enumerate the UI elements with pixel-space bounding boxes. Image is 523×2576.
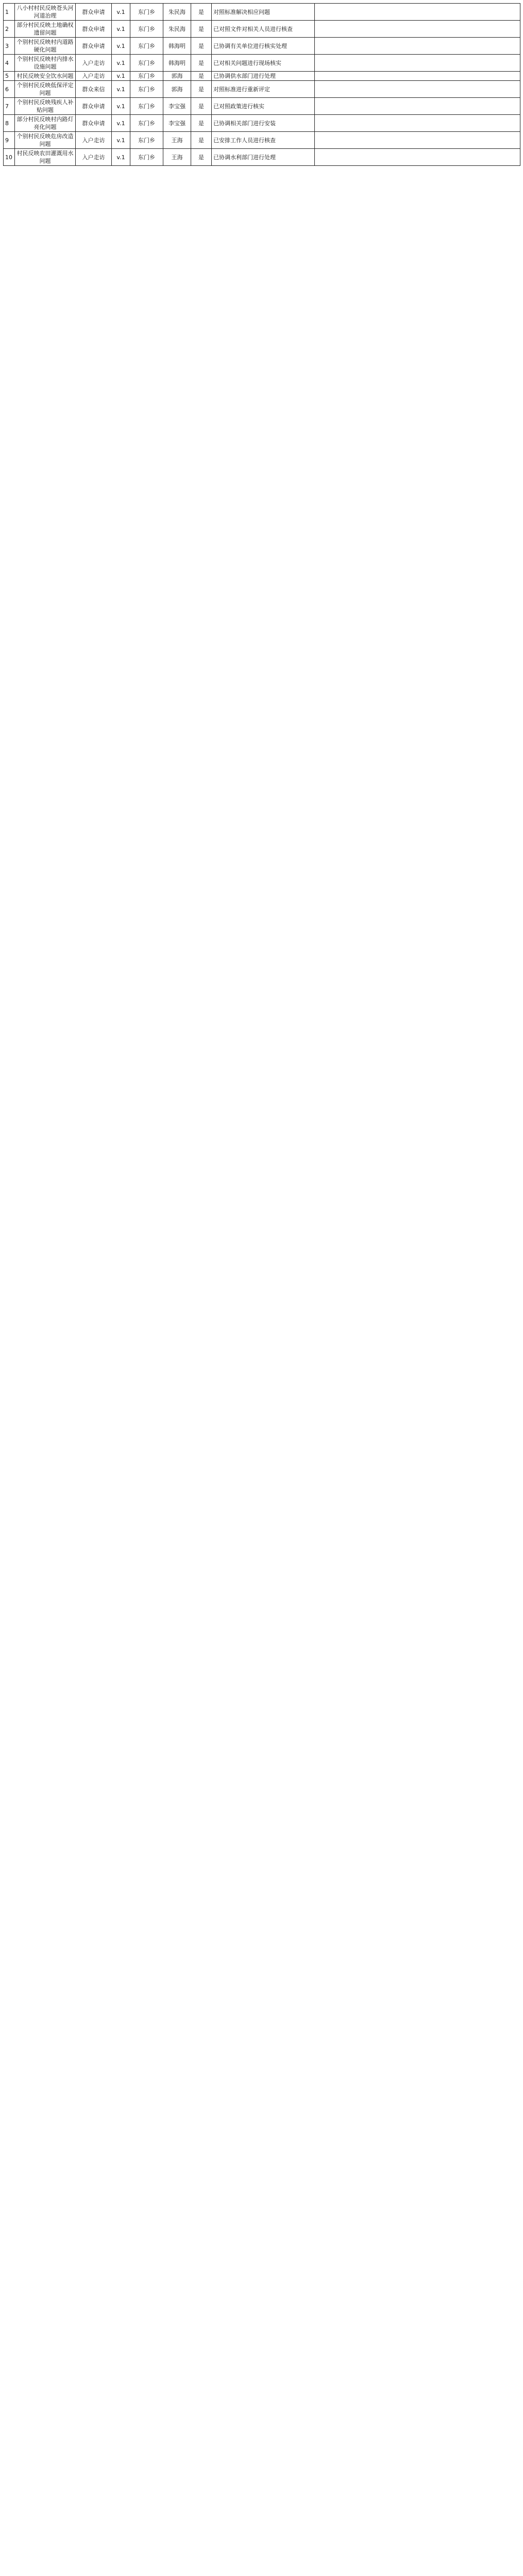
measure-cell: 已对照文件对相关人员进行核查 (212, 21, 315, 38)
version-cell: v.1 (112, 38, 130, 55)
person-cell: 韩海明 (163, 38, 191, 55)
ledger-document (3, 3, 520, 166)
table-row (4, 38, 520, 55)
table-row (4, 4, 520, 21)
table-row (4, 55, 520, 72)
person-cell: 郭海 (163, 72, 191, 81)
table-row (4, 132, 520, 149)
category-cell: 群众申请 (76, 115, 112, 132)
version-cell: v.1 (112, 132, 130, 149)
group-cell: 东门乡 (130, 55, 163, 72)
problem-cell: 村民反映安全饮水问题 (15, 72, 76, 81)
flag-cell: 是 (191, 81, 212, 98)
category-cell: 入户走访 (76, 72, 112, 81)
version-cell: v.1 (112, 21, 130, 38)
version-cell: v.1 (112, 98, 130, 115)
person-cell: 韩海明 (163, 55, 191, 72)
row-number: 4 (4, 55, 15, 72)
measure-cell: 已协调供水部门进行处理 (212, 72, 315, 81)
row-number: 1 (4, 4, 15, 21)
flag-cell: 是 (191, 55, 212, 72)
category-cell: 入户走访 (76, 149, 112, 166)
version-cell: v.1 (112, 115, 130, 132)
group-cell: 东门乡 (130, 115, 163, 132)
flag-cell: 是 (191, 98, 212, 115)
problem-cell: 个别村民反映残疾人补贴问题 (15, 98, 76, 115)
category-cell: 入户走访 (76, 55, 112, 72)
group-cell: 东门乡 (130, 4, 163, 21)
group-cell: 东门乡 (130, 72, 163, 81)
table-row (4, 149, 520, 166)
table-row (4, 21, 520, 38)
table-row (4, 72, 520, 81)
group-cell: 东门乡 (130, 81, 163, 98)
result-cell (315, 98, 520, 115)
group-cell: 东门乡 (130, 132, 163, 149)
version-cell: v.1 (112, 81, 130, 98)
measure-cell: 已对相关问题进行现场核实 (212, 55, 315, 72)
result-cell (315, 55, 520, 72)
category-cell: 入户走访 (76, 132, 112, 149)
measure-cell: 已协调相关部门进行安装 (212, 115, 315, 132)
category-cell: 群众申请 (76, 21, 112, 38)
row-number: 2 (4, 21, 15, 38)
table-row (4, 115, 520, 132)
flag-cell: 是 (191, 21, 212, 38)
measure-cell: 已协调有关单位进行核实处理 (212, 38, 315, 55)
person-cell: 朱民海 (163, 21, 191, 38)
problem-cell: 部分村民反映土地确权遗留问题 (15, 21, 76, 38)
result-cell (315, 115, 520, 132)
problem-cell: 部分村民反映村内路灯亮化问题 (15, 115, 76, 132)
measure-cell: 已对照政策进行核实 (212, 98, 315, 115)
person-cell: 朱民海 (163, 4, 191, 21)
result-cell (315, 72, 520, 81)
problem-cell: 村民反映农田灌溉用水问题 (15, 149, 76, 166)
category-cell: 群众申请 (76, 4, 112, 21)
problem-cell: 个别村民反映危房改造问题 (15, 132, 76, 149)
flag-cell: 是 (191, 149, 212, 166)
person-cell: 王海 (163, 132, 191, 149)
flag-cell: 是 (191, 38, 212, 55)
measure-cell: 对照标准解决相应问题 (212, 4, 315, 21)
row-number: 5 (4, 72, 15, 81)
group-cell: 东门乡 (130, 38, 163, 55)
version-cell: v.1 (112, 149, 130, 166)
measure-cell: 对照标准进行重新评定 (212, 81, 315, 98)
problem-ledger-table (3, 3, 520, 166)
result-cell (315, 81, 520, 98)
group-cell: 东门乡 (130, 149, 163, 166)
table-row (4, 81, 520, 98)
version-cell: v.1 (112, 4, 130, 21)
result-cell (315, 132, 520, 149)
category-cell: 群众来信 (76, 81, 112, 98)
row-number: 9 (4, 132, 15, 149)
person-cell: 王海 (163, 149, 191, 166)
problem-cell: 个别村民反映低保评定问题 (15, 81, 76, 98)
person-cell: 李宝强 (163, 115, 191, 132)
problem-cell: 八小村村民反映苍头河河道治理 (15, 4, 76, 21)
category-cell: 群众申请 (76, 98, 112, 115)
flag-cell: 是 (191, 115, 212, 132)
version-cell: v.1 (112, 55, 130, 72)
row-number: 8 (4, 115, 15, 132)
problem-cell: 个别村民反映村内道路硬化问题 (15, 38, 76, 55)
person-cell: 李宝强 (163, 98, 191, 115)
ledger-body (4, 4, 520, 166)
flag-cell: 是 (191, 4, 212, 21)
row-number: 7 (4, 98, 15, 115)
result-cell (315, 4, 520, 21)
result-cell (315, 21, 520, 38)
flag-cell: 是 (191, 72, 212, 81)
person-cell: 郭海 (163, 81, 191, 98)
problem-cell: 个别村民反映村内排水设施问题 (15, 55, 76, 72)
category-cell: 群众申请 (76, 38, 112, 55)
flag-cell: 是 (191, 132, 212, 149)
table-row (4, 98, 520, 115)
result-cell (315, 149, 520, 166)
group-cell: 东门乡 (130, 98, 163, 115)
measure-cell: 已安排工作人员进行核查 (212, 132, 315, 149)
result-cell (315, 38, 520, 55)
row-number: 3 (4, 38, 15, 55)
row-number: 6 (4, 81, 15, 98)
group-cell: 东门乡 (130, 21, 163, 38)
version-cell: v.1 (112, 72, 130, 81)
measure-cell: 已协调水利部门进行处理 (212, 149, 315, 166)
row-number: 10 (4, 149, 15, 166)
